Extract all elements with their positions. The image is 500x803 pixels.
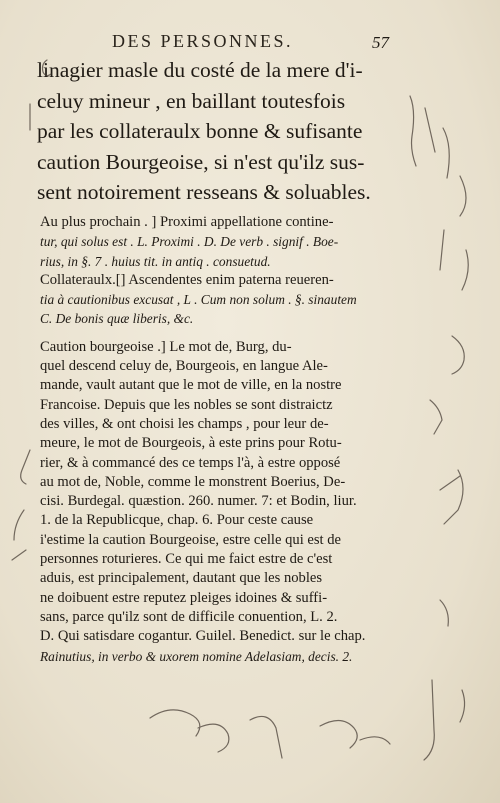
commentary-line: quel descend celuy de, Bourgeois, en langue Ale- (40, 358, 328, 375)
commentary-line: rier, & à commancé des ce temps l'à, à estre opposé (40, 454, 341, 471)
page-header (0, 31, 500, 53)
main-line: sent notoirement resseans & soluables. (37, 180, 371, 204)
commentary-line: Francoise. Depuis que les nobles se sont distraictz (40, 396, 333, 413)
main-line: caution Bourgeoise, si n'est qu'ilz sus- (37, 149, 365, 174)
main-line: linagier masle du costé de la mere d'i- (37, 58, 363, 82)
main-line: celuy mineur , en baillant toutesfois (37, 88, 346, 113)
page-number: 57 (372, 33, 389, 52)
commentary-line: cisi. Burdegal. quæstion. 260. numer. 7: et Bodin, liur. (40, 493, 357, 510)
commentary-line: mande, vault autant que le mot de ville, en la nostre (40, 377, 342, 394)
commentary-block (40, 213, 460, 666)
commentary-line: Caution bourgeoise .] Le mot de, Burg, du- (40, 338, 292, 355)
main-paragraph (37, 55, 462, 208)
commentary-line: Au plus prochain . ] Proximi appellatione contine- (40, 214, 334, 230)
main-line: par les collateraulx bonne & sufisante (37, 119, 363, 143)
commentary-line: aduis, est principalement, dautant que les nobles (40, 570, 323, 587)
commentary-line: tur, qui solus est . L. Proximi . D. De verb . signif . Boe- (40, 234, 339, 250)
commentary-line: au mot de, Noble, comme le monstrent Boerius, De- (40, 473, 346, 490)
commentary-line: tia à cautionibus excusat , L . Cum non solum . §. sinautem (40, 292, 357, 308)
commentary-line: meure, le mot de Bourgeois, à este prins pour Rotu- (40, 435, 342, 452)
running-head: DES PERSONNES. (112, 31, 294, 51)
commentary-line: personnes roturieres. Ce qui me faict estre de c'est (40, 551, 333, 568)
commentary-line: rius, in §. 7 . huius tit. in antiq . consuetud. (40, 253, 271, 269)
commentary-line: 1. de la Republicque, chap. 6. Pour ceste cause (40, 512, 314, 529)
commentary-line: des villes, & ont choisi les champs , pour leur de- (40, 415, 329, 432)
commentary-line: Collateraulx.[] Ascendentes enim paterna reueren- (40, 271, 334, 288)
commentary-line: Rainutius, in verbo & uxorem nomine Adelasiam, decis. 2. (40, 648, 353, 664)
commentary-line: D. Qui satisdare cogantur. Guilel. Benedict. sur le chap. (40, 628, 366, 645)
commentary-line: ne doibuent estre reputez pleiges idoines & suffi- (40, 589, 328, 606)
commentary-line: C. De bonis quæ liberis, &c. (40, 311, 194, 327)
commentary-line: sans, parce qu'ilz sont de difficile conuention, L. 2. (40, 608, 338, 625)
commentary-line: i'estime la caution Bourgeoise, estre celle qui est de (40, 531, 342, 548)
